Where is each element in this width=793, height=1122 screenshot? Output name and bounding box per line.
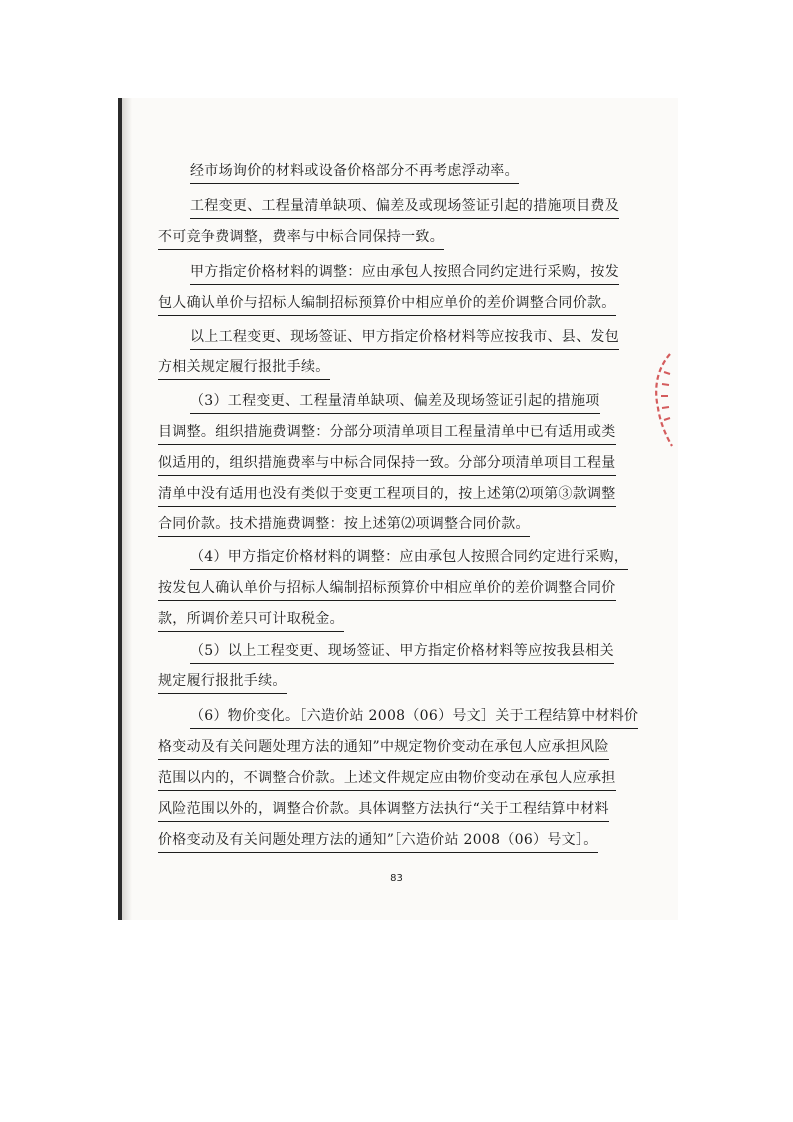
red-seal-stamp [650,350,676,450]
text-line: 合同价款。技术措施费调整：按上述第⑵项调整合同价款。 [158,509,530,539]
text-line: 清单中没有适用也没有类似于变更工程项目的，按上述第⑵项第③款调整 [158,479,616,509]
text-line: 似适用的，组织措施费率与中标合同保持一致。分部分项清单项目工程量 [158,448,616,478]
text-line: 甲方指定价格材料的调整：应由承包人按照合同约定进行采购，按发 [190,257,619,287]
text-line: 不可竞争费调整，费率与中标合同保持一致。 [158,222,444,252]
text-line: 范围以内的，不调整合价款。上述文件规定应由物价变动在承包人应承担 [158,763,616,793]
text-line: 格变动及有关问题处理方法的通知”中规定物价变动在承包人应承担风险 [158,732,609,762]
text-line: （4）甲方指定价格材料的调整：应由承包人按照合同约定进行采购， [190,542,628,572]
text-line: 以上工程变更、现场签证、甲方指定价格材料等应按我市、县、发包 [190,322,619,352]
text-line: （5）以上工程变更、现场签证、甲方指定价格材料等应按我县相关 [190,636,614,666]
text-line: 目调整。组织措施费调整：分部分项清单项目工程量清单中已有适用或类 [158,417,616,447]
page-number: 83 [390,873,403,884]
text-line: 风险范围以外的，调整合价款。具体调整方法执行“关于工程结算中材料 [158,794,609,824]
text-line: 经市场询价的材料或设备价格部分不再考虑浮动率。 [190,156,519,186]
text-line: 方相关规定履行报批手续。 [158,352,330,382]
text-line: （3）工程变更、工程量清单缺项、偏差及现场签证引起的措施项 [190,386,600,416]
binding-shadow [122,98,132,920]
text-line: 规定履行报批手续。 [158,666,287,696]
text-line: 按发包人确认单价与招标人编制招标预算价中相应单价的差价调整合同价 [158,573,616,603]
text-line: 价格变动及有关问题处理方法的通知”［六造价站 2008（06）号文］。 [158,825,598,855]
text-line: 工程变更、工程量清单缺项、偏差及或现场签证引起的措施项目费及 [190,191,619,221]
text-line: 款，所调价差只可计取税金。 [158,604,344,634]
text-line: （6）物价变化。［六造价站 2008（06）号文］关于工程结算中材料价 [190,701,638,731]
text-line: 包人确认单价与招标人编制招标预算价中相应单价的差价调整合同价款。 [158,288,616,318]
